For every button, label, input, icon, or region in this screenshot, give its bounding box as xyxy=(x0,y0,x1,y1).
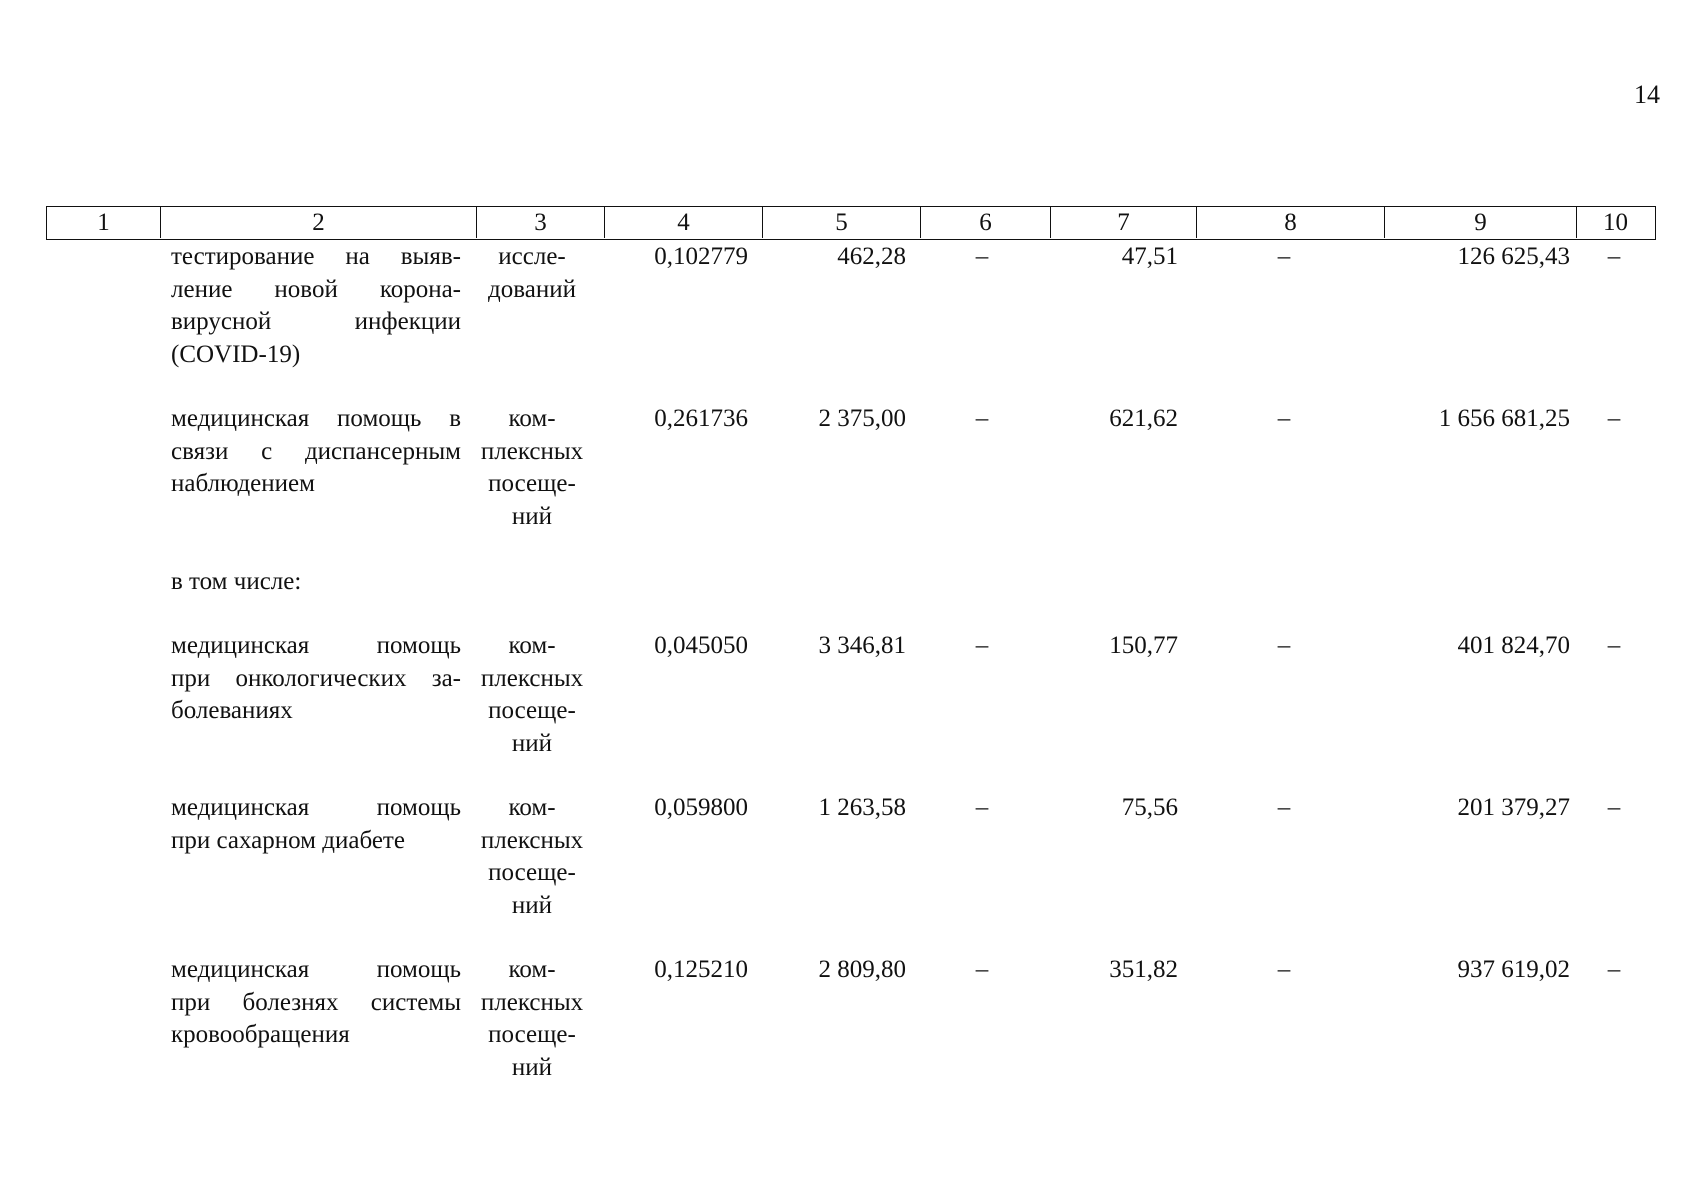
cell-col-8: – xyxy=(1277,794,1291,821)
header-cell-7: 7 xyxy=(1051,207,1197,238)
cell-col-4: 0,045050 xyxy=(654,632,748,659)
cell-col-6: – xyxy=(975,632,989,659)
service-name-cell: медицинская помощь в связи с диспансерным наблюдением xyxy=(171,405,461,497)
cell-col-7: 351,82 xyxy=(1109,956,1178,983)
unit-cell: ком- плексных посеще- ний xyxy=(480,405,584,530)
header-cell-8: 8 xyxy=(1197,207,1385,238)
cell-col-10: – xyxy=(1607,405,1621,432)
header-cell-2: 2 xyxy=(161,207,477,238)
header-cell-3: 3 xyxy=(477,207,605,238)
header-cell-4: 4 xyxy=(605,207,763,238)
cell-col-10: – xyxy=(1607,794,1621,821)
cell-col-9: 401 824,70 xyxy=(1457,632,1570,659)
cell-col-6: – xyxy=(975,794,989,821)
header-cell-5: 5 xyxy=(763,207,921,238)
cell-col-9: 201 379,27 xyxy=(1457,794,1570,821)
cell-col-5: 2 375,00 xyxy=(818,405,906,432)
unit-cell: иссле- дований xyxy=(488,243,576,303)
header-cell-10: 10 xyxy=(1603,209,1628,236)
service-name-cell: медицинская помощь при болезнях системы кровообращения xyxy=(171,956,461,1048)
cell-col-9: 1 656 681,25 xyxy=(1438,405,1570,432)
cell-col-4: 0,102779 xyxy=(654,243,748,270)
cell-col-8: – xyxy=(1277,405,1291,432)
cell-col-6: – xyxy=(975,956,989,983)
table-header-row xyxy=(46,206,1656,240)
unit-cell: ком- плексных посеще- ний xyxy=(480,632,584,757)
cell-col-5: 1 263,58 xyxy=(818,794,906,821)
cell-col-6: – xyxy=(975,243,989,270)
cell-col-4: 0,261736 xyxy=(654,405,748,432)
service-name-cell: медицинская помощь при сахарном диабете xyxy=(171,794,461,854)
service-name-cell: медицинская помощь при онкологических за- болеваниях xyxy=(171,632,461,724)
cell-col-4: 0,059800 xyxy=(654,794,748,821)
cell-col-8: – xyxy=(1277,956,1291,983)
cell-col-10: – xyxy=(1607,243,1621,270)
cell-col-10: – xyxy=(1607,956,1621,983)
header-cell-9: 9 xyxy=(1385,207,1577,238)
including-label: в том числе: xyxy=(171,568,302,595)
service-name-cell: тестирование на выяв- ление новой корона- вирусной инфекции (COVID-19) xyxy=(171,243,461,368)
cell-col-9: 937 619,02 xyxy=(1457,956,1570,983)
cell-col-7: 47,51 xyxy=(1121,243,1178,270)
cell-col-8: – xyxy=(1277,632,1291,659)
cell-col-7: 150,77 xyxy=(1109,632,1178,659)
unit-cell: ком- плексных посеще- ний xyxy=(480,794,584,919)
page-number: 14 xyxy=(1634,80,1660,109)
header-cell-6: 6 xyxy=(921,207,1051,238)
cell-col-5: 2 809,80 xyxy=(818,956,906,983)
cell-col-9: 126 625,43 xyxy=(1457,243,1570,270)
cell-col-6: – xyxy=(975,405,989,432)
unit-cell: ком- плексных посеще- ний xyxy=(480,956,584,1081)
cell-col-5: 462,28 xyxy=(837,243,906,270)
cell-col-4: 0,125210 xyxy=(654,956,748,983)
header-cell-1: 1 xyxy=(47,207,161,238)
cell-col-5: 3 346,81 xyxy=(818,632,906,659)
cell-col-7: 75,56 xyxy=(1121,794,1178,821)
cell-col-8: – xyxy=(1277,243,1291,270)
cell-col-10: – xyxy=(1607,632,1621,659)
cell-col-7: 621,62 xyxy=(1109,405,1178,432)
